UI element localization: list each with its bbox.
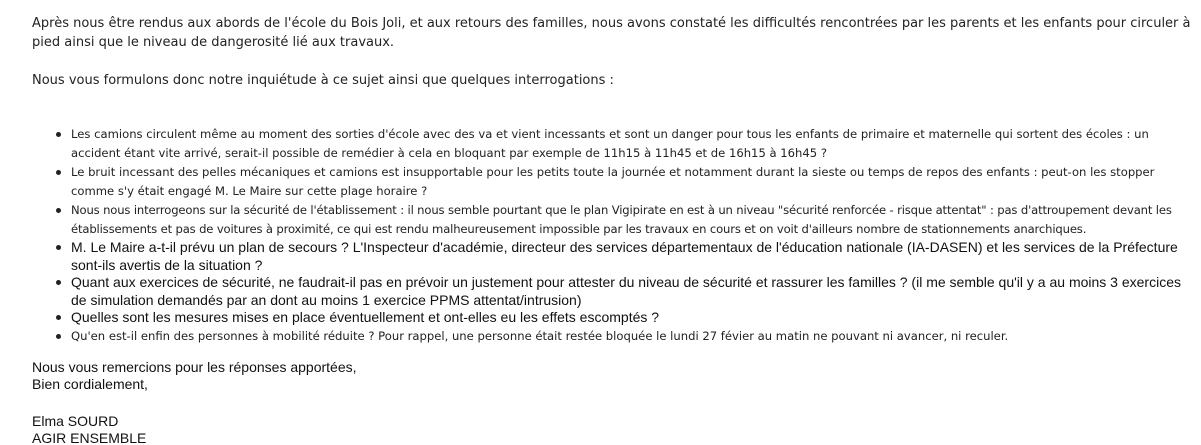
organization-name: AGIR ENSEMBLE [32,430,147,445]
intro-paragraph: Après nous être rendus aux abords de l'école du Bois Joli, et aux retours des familles, nous avons constaté les difficultés rencontrées par les parents et les enfants pour circuler à pied ainsi que le niveau de dangerosité lié aux travaux. [32,16,1191,50]
signer-name: Elma SOURD [32,413,119,429]
list-item: Qu'en est-il enfin des personnes à mobilité réduite ? Pour rappel, une personne était restée bloquée le lundi 27 févier au matin ne pouvant ni avancer, ni reculer. [32,327,1197,346]
questions-list [32,125,1197,346]
list-item: Les camions circulent même au moment des sorties d'école avec des va et vient incessants et sont un danger pour tous les enfants de primaire et maternelle qui sortent des écoles : un accident étant vite arrivé, serait-il possible de remédier à cela en bloquant par exemple de 11h15 à 11h45 et de 16h15 à 16h45 ? [32,125,1197,163]
questions-intro-paragraph: Nous vous formulons donc notre inquiétude à ce sujet ainsi que quelques interrogations : [32,73,614,88]
list-item: Le bruit incessant des pelles mécaniques et camions est insupportable pour les petits toute la journée et notamment durant la sieste ou temps de repos des enfants : peut-on les stopper comme s'y était engagé M. Le Maire sur cette plage horaire ? [32,163,1197,201]
list-item: M. Le Maire a-t-il prévu un plan de secours ? L'Inspecteur d'académie, directeur des services départementaux de l'éducation nationale (IA-DASEN) et les services de la Préfecture sont-ils avertis de la situation ? [32,239,1197,274]
list-item: Quant aux exercices de sécurité, ne faudrait-il pas en prévoir un justement pour attester du niveau de sécurité et rassurer les familles ? (il me semble qu'il y a au moins 3 exercices de simulation demandés par an dont au moins 1 exercice PPMS attentat/intrusion) [32,274,1197,309]
list-item: Nous nous interrogeons sur la sécurité de l'établissement : il nous semble pourtant que le plan Vigipirate en est à un niveau "sécurité renforcée - risque attentat" : pas d'attroupement devant les établissements et pas de voitures à proximité, ce qui est rendu malheureusement impossible par les travaux en cours et on voit d'ailleurs nombre de stationnements anarchiques. [32,201,1197,239]
closing-thanks: Nous vous remercions pour les réponses apportées, [32,359,357,375]
closing-regards: Bien cordialement, [32,376,148,392]
list-item: Quelles sont les mesures mises en place éventuellement et ont-elles eu les effets escomptés ? [32,309,1197,327]
